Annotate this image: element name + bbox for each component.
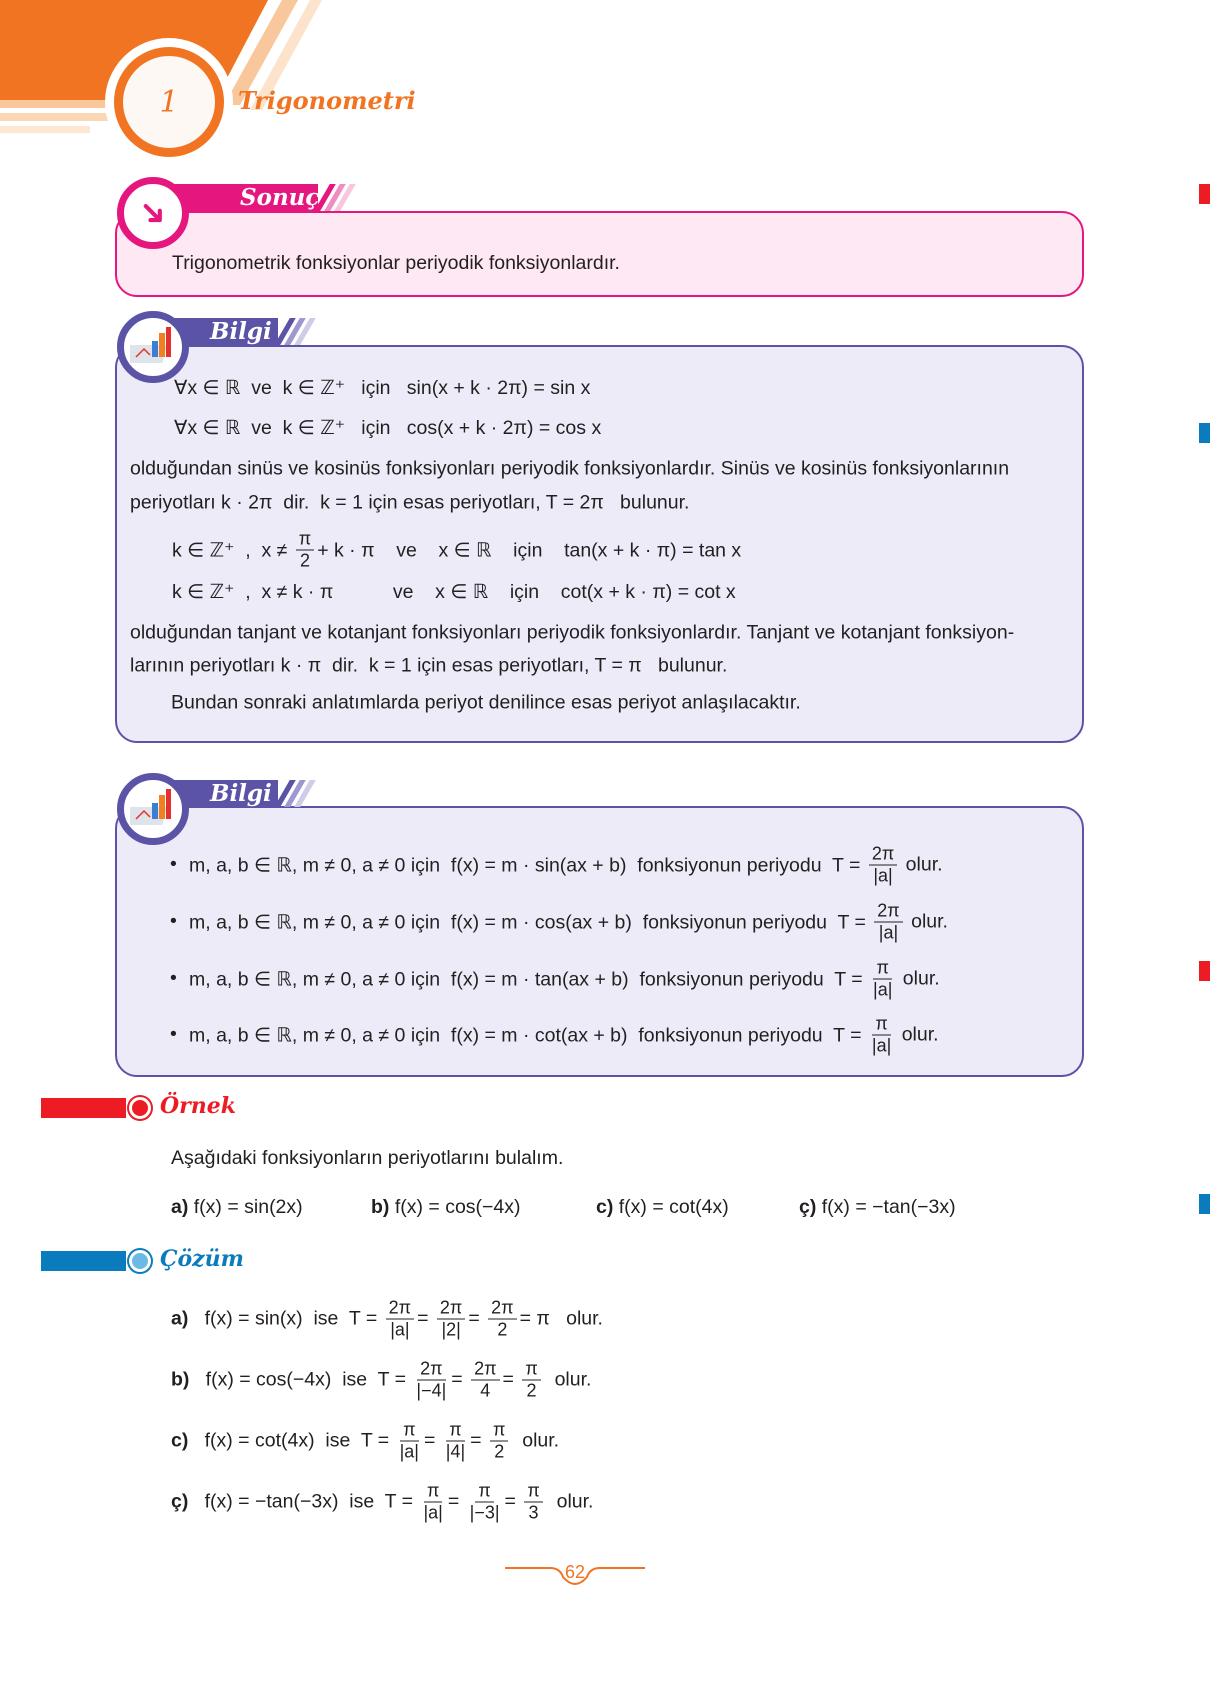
math-text: olduğundan sinüs ve kosinüs fonksiyonları periyodik fonksiyonlardır. Sinüs ve kosinüs fonksiyonlarının bbox=[130, 457, 1010, 480]
math-text: m, a, b ∈ ℝ, m ≠ 0, a ≠ 0 için f(x) = m · cot(ax + b) fonksiyonun periyodu T = bbox=[189, 1024, 867, 1046]
bilgi1-line bbox=[130, 458, 1009, 481]
item-key: b) bbox=[371, 1196, 390, 1218]
item-key: a) bbox=[171, 1307, 189, 1330]
sonuc-label: Sonuç bbox=[160, 184, 318, 211]
math-text: f(x) = −tan(−3x) ise T = bbox=[188, 1490, 419, 1513]
chart-icon bbox=[117, 773, 189, 845]
target-icon bbox=[129, 1097, 151, 1119]
math-text: = bbox=[468, 1307, 486, 1330]
fraction bbox=[488, 1298, 516, 1341]
math-text: olur. bbox=[545, 1490, 594, 1513]
ornek-item bbox=[596, 1196, 729, 1219]
denominator: |a| bbox=[423, 1502, 443, 1523]
math-text: m, a, b ∈ ℝ, m ≠ 0, a ≠ 0 için f(x) = m · cos(ax + b) fonksiyonun periyodu T = bbox=[189, 911, 872, 933]
margin-marker bbox=[1199, 961, 1210, 981]
bilgi1-line bbox=[174, 376, 590, 400]
bullet: • bbox=[170, 853, 177, 875]
cozum-line bbox=[171, 1420, 559, 1463]
math-text: m, a, b ∈ ℝ, m ≠ 0, a ≠ 0 için f(x) = m · tan(ax + b) fonksiyonun periyodu T = bbox=[189, 968, 869, 990]
numerator: π bbox=[522, 1359, 540, 1381]
cozum-bar bbox=[41, 1251, 126, 1271]
math-text: f(x) = cos(−4x) ise T = bbox=[189, 1368, 412, 1391]
target-icon bbox=[129, 1250, 151, 1272]
numerator: π bbox=[524, 1481, 542, 1503]
denominator: 2 bbox=[497, 1319, 508, 1340]
math-text: periyotları k · 2π dir. k = 1 için esas periyotları, T = 2π bulunur. bbox=[130, 491, 690, 514]
denominator: |a| bbox=[399, 1441, 419, 1462]
numerator: 2π bbox=[417, 1359, 445, 1381]
bilgi1-line bbox=[174, 416, 601, 440]
numerator: 2π bbox=[869, 844, 897, 866]
bilgi2-line bbox=[189, 844, 943, 887]
math-text: = π olur. bbox=[519, 1307, 603, 1330]
numerator: 2π bbox=[386, 1298, 414, 1320]
chapter-badge bbox=[114, 47, 224, 157]
fraction bbox=[874, 901, 902, 944]
sonuc-box bbox=[115, 211, 1084, 297]
numerator: 2π bbox=[488, 1298, 516, 1320]
denominator: |a| bbox=[390, 1319, 410, 1340]
numerator: π bbox=[490, 1420, 508, 1442]
item-key: ç) bbox=[799, 1196, 817, 1218]
bullet: • bbox=[170, 1023, 177, 1045]
denominator: |−4| bbox=[416, 1380, 447, 1401]
math-text: Bundan sonraki anlatımlarda periyot denilince esas periyot anlaşılacaktır. bbox=[171, 691, 801, 714]
fraction bbox=[414, 1359, 448, 1402]
function-text: f(x) = cot(4x) bbox=[613, 1196, 729, 1218]
math-text: = bbox=[470, 1429, 487, 1452]
function-text: f(x) = −tan(−3x) bbox=[816, 1196, 956, 1218]
bilgi2-line bbox=[189, 1014, 939, 1057]
page-number: 62 bbox=[564, 1562, 586, 1582]
bilgi1-line bbox=[130, 492, 689, 515]
item-key: c) bbox=[596, 1196, 614, 1218]
fraction bbox=[870, 1014, 893, 1057]
math-text: olur. bbox=[896, 1023, 939, 1046]
margin-marker bbox=[1199, 184, 1210, 204]
denominator: |a| bbox=[878, 922, 899, 943]
numerator: 2π bbox=[437, 1298, 465, 1320]
fraction bbox=[869, 844, 897, 887]
fraction bbox=[522, 1359, 540, 1402]
denominator: 4 bbox=[480, 1380, 491, 1401]
bilgi1-line bbox=[172, 529, 741, 572]
numerator: π bbox=[872, 1014, 890, 1036]
ornek-item bbox=[171, 1196, 303, 1219]
fraction bbox=[490, 1420, 508, 1463]
sonuc-arrow-icon: ➜ bbox=[117, 177, 189, 249]
denominator: |4| bbox=[445, 1441, 466, 1462]
math-text: olur. bbox=[900, 853, 943, 876]
ornek-heading: Örnek bbox=[160, 1093, 236, 1119]
math-text: k ∈ ℤ⁺ , x ≠ k · π ve x ∈ ℝ için cot(x + k · π) = cot x bbox=[172, 581, 736, 603]
bilgi2-line bbox=[189, 901, 948, 944]
cozum-line bbox=[171, 1359, 591, 1402]
bilgi-label-1: Bilgi bbox=[160, 318, 278, 345]
math-text: + k · π ve x ∈ ℝ için tan(x + k · π) = tan x bbox=[317, 539, 742, 561]
margin-marker bbox=[1199, 1194, 1210, 1214]
item-key: c) bbox=[171, 1429, 189, 1452]
math-text: f(x) = cot(4x) ise T = bbox=[188, 1429, 395, 1452]
numerator: π bbox=[446, 1420, 464, 1442]
bilgi1-line bbox=[130, 655, 727, 678]
numerator: π bbox=[400, 1420, 418, 1442]
fraction bbox=[471, 1359, 499, 1402]
bilgi1-line bbox=[130, 622, 1014, 645]
denominator: |a| bbox=[871, 1035, 892, 1056]
denominator: |a| bbox=[873, 865, 893, 886]
bilgi1-line bbox=[172, 580, 736, 604]
margin-marker bbox=[1199, 423, 1210, 443]
ornek-prompt: Aşağıdaki fonksiyonların periyotlarını bulalım. bbox=[171, 1147, 564, 1169]
ornek-item bbox=[371, 1196, 521, 1219]
math-text: olur. bbox=[897, 967, 940, 990]
denominator: |2| bbox=[441, 1319, 461, 1340]
math-text: = bbox=[423, 1429, 441, 1452]
chart-icon bbox=[117, 311, 189, 383]
function-text: f(x) = cos(−4x) bbox=[389, 1196, 521, 1218]
chapter-title: Trigonometri bbox=[238, 86, 416, 115]
chapter-number: 1 bbox=[159, 84, 179, 120]
denominator: |−3| bbox=[469, 1502, 500, 1523]
numerator: π bbox=[296, 529, 314, 551]
cozum-line bbox=[171, 1298, 603, 1341]
bullet: • bbox=[170, 967, 177, 989]
math-text: f(x) = sin(x) ise T = bbox=[188, 1307, 383, 1330]
math-text: = bbox=[447, 1490, 465, 1513]
numerator: π bbox=[475, 1481, 493, 1503]
fraction bbox=[421, 1481, 444, 1524]
item-key: ç) bbox=[171, 1490, 189, 1513]
numerator: 2π bbox=[874, 901, 902, 923]
numerator: π bbox=[424, 1481, 442, 1503]
math-text: ∀x ∈ ℝ ve k ∈ ℤ⁺ için cos(x + k · 2π) = cos x bbox=[174, 417, 602, 439]
denominator: 2 bbox=[299, 550, 310, 571]
fraction bbox=[437, 1298, 465, 1341]
cozum-heading: Çözüm bbox=[160, 1246, 244, 1272]
math-text: olur. bbox=[511, 1429, 560, 1452]
math-text: olduğundan tanjant ve kotanjant fonksiyonları periyodik fonksiyonlardır. Tanjant ve kotanjant fonksiyon- bbox=[130, 621, 1015, 644]
denominator: |a| bbox=[873, 979, 893, 1000]
denominator: 3 bbox=[528, 1502, 539, 1523]
fraction bbox=[524, 1481, 542, 1524]
math-text: = bbox=[417, 1307, 434, 1330]
math-text: ∀x ∈ ℝ ve k ∈ ℤ⁺ için sin(x + k · 2π) = sin x bbox=[174, 377, 591, 399]
item-key: b) bbox=[171, 1368, 190, 1391]
fraction bbox=[296, 529, 314, 572]
sonuc-text: Trigonometrik fonksiyonlar periyodik fonksiyonlardır. bbox=[172, 252, 620, 274]
bullet: • bbox=[170, 910, 177, 932]
math-text: m, a, b ∈ ℝ, m ≠ 0, a ≠ 0 için f(x) = m · sin(ax + b) fonksiyonun periyodu T = bbox=[189, 854, 866, 876]
math-text: larının periyotları k · π dir. k = 1 için esas periyotları, T = π bulunur. bbox=[130, 654, 728, 677]
fraction bbox=[386, 1298, 414, 1341]
bilgi1-line bbox=[171, 692, 801, 715]
math-text: k ∈ ℤ⁺ , x ≠ bbox=[172, 539, 293, 561]
fraction bbox=[444, 1420, 467, 1463]
bilgi2-line bbox=[189, 958, 940, 1001]
math-text: olur. bbox=[543, 1368, 592, 1391]
cozum-line bbox=[171, 1481, 593, 1524]
fraction bbox=[468, 1481, 502, 1524]
fraction bbox=[871, 958, 894, 1001]
math-text: olur. bbox=[905, 910, 948, 933]
denominator: 2 bbox=[526, 1380, 537, 1401]
denominator: 2 bbox=[494, 1441, 505, 1462]
bilgi-label-2: Bilgi bbox=[160, 780, 278, 807]
math-text: = bbox=[451, 1368, 469, 1391]
math-text: = bbox=[502, 1368, 520, 1391]
numerator: π bbox=[873, 958, 891, 980]
item-key: a) bbox=[171, 1196, 189, 1218]
function-text: f(x) = sin(2x) bbox=[188, 1196, 303, 1218]
ornek-bar bbox=[41, 1098, 126, 1118]
numerator: 2π bbox=[471, 1359, 499, 1381]
ornek-item bbox=[799, 1196, 956, 1219]
fraction bbox=[398, 1420, 421, 1463]
math-text: = bbox=[504, 1490, 522, 1513]
